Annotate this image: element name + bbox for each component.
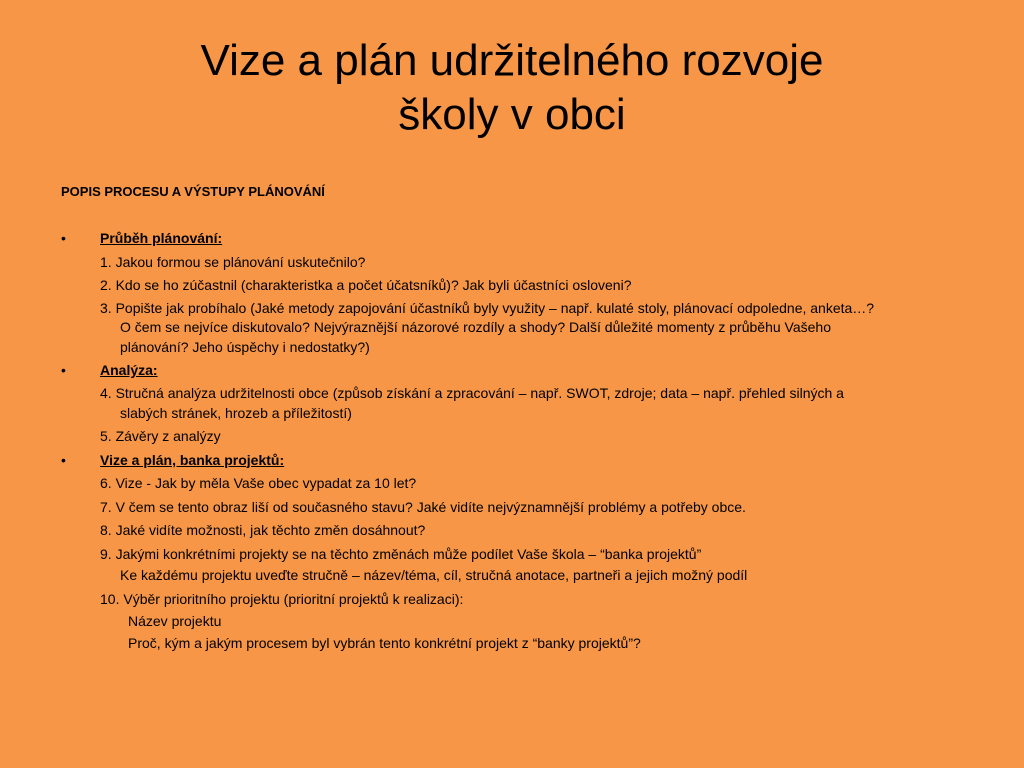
list-item-9: 9. Jakými konkrétními projekty se na těchto změnách může podílet Vaše škola – “banka projektů” [100,545,702,562]
list-item-2: 2. Kdo se ho zúčastnil (charakteristka a počet účatsníků)? Jak byli účastníci osloveni? [100,277,632,293]
list-subitem-project-reason: Proč, kým a jakým procesem byl vybrán tento konkrétní projekt z “banky projektů”? [128,635,641,651]
list-subitem-project-name: Název projektu [128,613,222,629]
slide-content [0,180,1024,656]
list-item-9-note: Ke každému projektu uveďte stručně – název/téma, cíl, stručná anotace, partneři a jejich možný podíl [120,567,748,583]
slide-title-line-1: Vize a plán udržitelného rozvoje [200,36,824,85]
bullet-icon: • [61,451,66,468]
bullet-analyza [0,359,1024,383]
list-item-6: 6. Vize - Jak by měla Vaše obec vypadat za 10 let? [100,475,417,491]
list-item-7: 7. V čem se tento obraz liší od současného stavu? Jaké vidíte nejvýznamnější problémy a potřeby obce. [100,498,746,515]
list-item-4-continuation-1: slabých stránek, hrozeb a příležitostí) [120,404,352,421]
list-item-3-continuation-1: O čem se nejvíce diskutovalo? Nejvýraznější názorové rozdíly a shody? Další důležité momenty z průběhu Vašeho [120,318,831,335]
bullet-label: Analýza: [100,362,158,378]
bullet-prubeh-planovani [0,227,1024,251]
list-item-10: 10. Výběr prioritního projektu (prioritní projektů k realizaci): [100,590,464,607]
list-item-1: 1. Jakou formou se plánování uskutečnilo? [100,253,366,270]
list-item-3-continuation-2: plánování? Jeho úspěchy i nedostatky?) [120,338,370,355]
section-heading: POPIS PROCESU A VÝSTUPY PLÁNOVÁNÍ [61,184,325,199]
list-item-5: 5. Závěry z analýzy [100,428,221,444]
bullet-label: Vize a plán, banka projektů: [100,451,285,468]
slide-title-line-2: školy v obci [398,90,626,139]
bullet-icon: • [61,230,66,246]
slide-title [0,34,1024,142]
list-item-4: 4. Stručná analýza udržitelnosti obce (způsob získání a zpracování – např. SWOT, zdroje; data – např. přehled silných a [100,384,844,401]
list-item-3: 3. Popište jak probíhalo (Jaké metody zapojování účastníků byly využity – např. kulaté stoly, plánovací odpoledne, anketa…? [100,299,875,316]
bullet-icon: • [61,362,66,378]
bullet-label: Průběh plánování: [100,230,223,246]
list-item-8: 8. Jaké vidíte možnosti, jak těchto změn dosáhnout? [100,522,426,538]
bullet-vize-a-plan [0,449,1024,473]
